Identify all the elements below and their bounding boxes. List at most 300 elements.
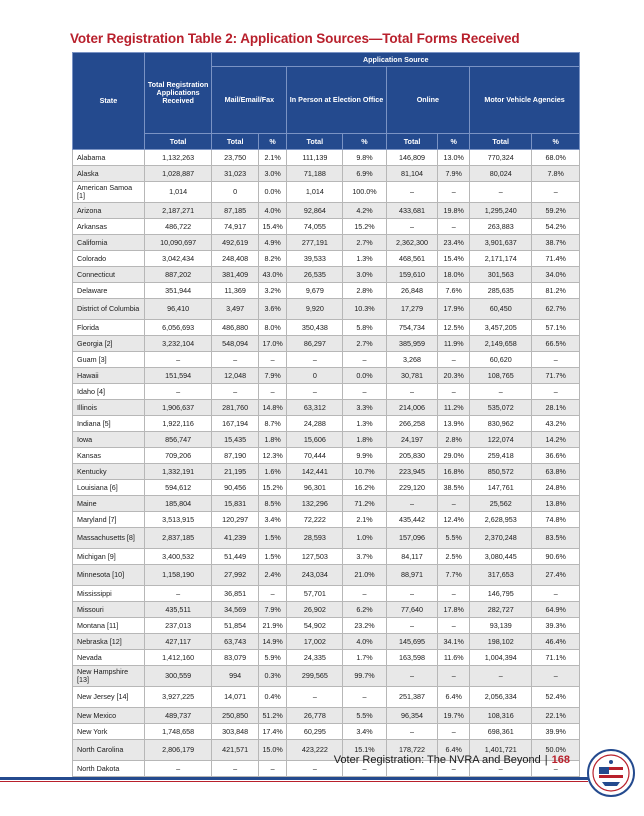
cell-mail-pct: 0.4% [258,687,287,708]
cell-online-pct: – [438,384,470,400]
cell-state: Missouri [73,602,145,618]
page-title: Voter Registration Table 2: Application Sources—Total Forms Received [70,31,520,46]
cell-mail-total: 51,854 [212,618,258,634]
cell-mail-pct: 15.2% [258,480,287,496]
cell-motor-vehicle-total: 147,761 [470,480,532,496]
cell-motor-vehicle-total: 3,080,445 [470,549,532,565]
cell-motor-vehicle-pct: 64.9% [532,602,580,618]
cell-motor-vehicle-pct: 81.2% [532,283,580,299]
cell-online-total: 157,096 [386,528,438,549]
cell-in-person-pct: 2.1% [343,512,386,528]
cell-in-person-total: 243,034 [287,565,343,586]
cell-in-person-pct: 3.4% [343,724,386,740]
cell-state: California [73,235,145,251]
cell-online-total: 205,830 [386,448,438,464]
cell-motor-vehicle-pct: 52.4% [532,687,580,708]
cell-online-total: – [386,724,438,740]
header-source-in-person: In Person at Election Office [287,67,386,134]
cell-motor-vehicle-pct: 68.0% [532,150,580,166]
cell-mail-pct: 1.5% [258,528,287,549]
cell-motor-vehicle-pct: – [532,586,580,602]
table-row [73,448,580,464]
cell-motor-vehicle-total: 830,962 [470,416,532,432]
cell-online-pct: – [438,618,470,634]
cell-state: Hawaii [73,368,145,384]
table-row [73,464,580,480]
cell-in-person-pct: 1.8% [343,432,386,448]
table-row [73,512,580,528]
cell-in-person-total: – [287,687,343,708]
cell-in-person-total: 0 [287,368,343,384]
cell-motor-vehicle-pct: 36.6% [532,448,580,464]
cell-online-total: 435,442 [386,512,438,528]
cell-mail-total: 167,194 [212,416,258,432]
cell-online-pct: 23.4% [438,235,470,251]
cell-online-total: – [386,384,438,400]
cell-in-person-total: 96,301 [287,480,343,496]
cell-motor-vehicle-total: 698,361 [470,724,532,740]
cell-motor-vehicle-total: 122,074 [470,432,532,448]
cell-in-person-total: 86,297 [287,336,343,352]
cell-online-total: 17,279 [386,299,438,320]
cell-in-person-pct: 100.0% [343,182,386,203]
cell-online-pct: – [438,219,470,235]
cell-total-apps: 709,206 [144,448,212,464]
cell-in-person-pct: 99.7% [343,666,386,687]
table-body [73,150,580,777]
cell-online-pct: 16.8% [438,464,470,480]
cell-in-person-total: 71,188 [287,166,343,182]
header-sub-total: Total [470,134,532,150]
cell-state: District of Columbia [73,299,145,320]
cell-in-person-pct: – [343,586,386,602]
cell-online-pct: – [438,761,470,777]
cell-mail-pct: 7.9% [258,368,287,384]
cell-online-pct: 11.6% [438,650,470,666]
cell-in-person-total: 423,222 [287,740,343,761]
cell-online-pct: 7.9% [438,166,470,182]
table-row [73,687,580,708]
cell-total-apps: 3,400,532 [144,549,212,565]
cell-in-person-total: 1,014 [287,182,343,203]
cell-state: North Carolina [73,740,145,761]
cell-motor-vehicle-pct: 74.8% [532,512,580,528]
cell-total-apps: 887,202 [144,267,212,283]
cell-mail-total: 0 [212,182,258,203]
cell-total-apps: – [144,352,212,368]
cell-state: North Dakota [73,761,145,777]
cell-total-apps: 10,090,697 [144,235,212,251]
cell-mail-total: 492,619 [212,235,258,251]
cell-online-pct: 15.4% [438,251,470,267]
cell-in-person-pct: 16.2% [343,480,386,496]
cell-motor-vehicle-total: 535,072 [470,400,532,416]
cell-online-pct: 6.4% [438,740,470,761]
cell-motor-vehicle-total: 108,765 [470,368,532,384]
cell-total-apps: 489,737 [144,708,212,724]
cell-state: Illinois [73,400,145,416]
cell-total-apps: 185,804 [144,496,212,512]
cell-in-person-pct: 0.0% [343,368,386,384]
header-application-source: Application Source [212,53,580,67]
cell-mail-total: 83,079 [212,650,258,666]
cell-motor-vehicle-pct: 90.6% [532,549,580,565]
cell-in-person-pct: 9.9% [343,448,386,464]
cell-state: New Hampshire [13] [73,666,145,687]
cell-online-pct: 19.8% [438,203,470,219]
header-row-sub [73,134,580,150]
cell-in-person-pct: – [343,352,386,368]
cell-motor-vehicle-total: 285,635 [470,283,532,299]
cell-online-total: 251,387 [386,687,438,708]
table-row [73,219,580,235]
cell-state: Michigan [9] [73,549,145,565]
cell-total-apps: 3,232,104 [144,336,212,352]
header-source-online: Online [386,67,469,134]
cell-state: Georgia [2] [73,336,145,352]
cell-motor-vehicle-total: 146,795 [470,586,532,602]
cell-mail-pct: 0.3% [258,666,287,687]
cell-in-person-pct: 10.3% [343,299,386,320]
cell-state: Alaska [73,166,145,182]
cell-total-apps: – [144,761,212,777]
cell-in-person-total: 127,503 [287,549,343,565]
cell-mail-total: 51,449 [212,549,258,565]
cell-state: Colorado [73,251,145,267]
cell-mail-total: 15,435 [212,432,258,448]
cell-mail-total: 87,185 [212,203,258,219]
cell-in-person-pct: 6.9% [343,166,386,182]
cell-in-person-pct: 3.7% [343,549,386,565]
cell-total-apps: 435,511 [144,602,212,618]
cell-mail-pct: 1.6% [258,464,287,480]
cell-mail-total: 63,743 [212,634,258,650]
cell-state: Kansas [73,448,145,464]
cell-online-total: – [386,496,438,512]
cell-online-total: 159,610 [386,267,438,283]
cell-mail-total: 11,369 [212,283,258,299]
cell-motor-vehicle-total: 2,171,174 [470,251,532,267]
table-row [73,549,580,565]
cell-in-person-total: 17,002 [287,634,343,650]
cell-state: Arkansas [73,219,145,235]
cell-mail-total: 248,408 [212,251,258,267]
cell-mail-total: 14,071 [212,687,258,708]
cell-mail-total: 381,409 [212,267,258,283]
cell-motor-vehicle-total: 1,401,721 [470,740,532,761]
cell-online-pct: 12.5% [438,320,470,336]
cell-state: Minnesota [10] [73,565,145,586]
cell-total-apps: 856,747 [144,432,212,448]
cell-in-person-pct: 1.3% [343,416,386,432]
cell-total-apps: 3,513,915 [144,512,212,528]
cell-mail-pct: 7.9% [258,602,287,618]
cell-mail-pct: 0.0% [258,182,287,203]
cell-in-person-total: 70,444 [287,448,343,464]
cell-mail-pct: 17.0% [258,336,287,352]
cell-online-total: 26,848 [386,283,438,299]
cell-motor-vehicle-pct: 71.4% [532,251,580,267]
cell-mail-pct: – [258,384,287,400]
cell-in-person-total: – [287,761,343,777]
cell-online-pct: 17.9% [438,299,470,320]
table-row [73,586,580,602]
cell-motor-vehicle-pct: 24.8% [532,480,580,496]
cell-total-apps: – [144,586,212,602]
cell-online-total: 145,695 [386,634,438,650]
footer-rule-red [0,781,588,782]
cell-in-person-pct: 4.0% [343,634,386,650]
cell-motor-vehicle-total: – [470,761,532,777]
cell-state: New York [73,724,145,740]
table-row [73,166,580,182]
cell-in-person-total: – [287,384,343,400]
table-row [73,368,580,384]
cell-online-pct: 38.5% [438,480,470,496]
cell-motor-vehicle-total: 1,295,240 [470,203,532,219]
cell-in-person-total: 54,902 [287,618,343,634]
table-row [73,565,580,586]
cell-motor-vehicle-pct: 83.5% [532,528,580,549]
cell-in-person-total: 39,533 [287,251,343,267]
cell-mail-pct: 5.9% [258,650,287,666]
cell-mail-total: 27,992 [212,565,258,586]
cell-total-apps: 1,412,160 [144,650,212,666]
cell-total-apps: – [144,384,212,400]
cell-motor-vehicle-pct: 28.1% [532,400,580,416]
cell-state: Indiana [5] [73,416,145,432]
table-row [73,528,580,549]
header-sub-pct: % [438,134,470,150]
cell-online-pct: 34.1% [438,634,470,650]
cell-mail-total: 994 [212,666,258,687]
cell-motor-vehicle-pct: 54.2% [532,219,580,235]
cell-online-total: 146,809 [386,150,438,166]
cell-mail-total: 15,831 [212,496,258,512]
cell-online-pct: 7.7% [438,565,470,586]
cell-in-person-pct: 3.3% [343,400,386,416]
cell-mail-total: 36,851 [212,586,258,602]
cell-in-person-pct: 2.7% [343,336,386,352]
cell-total-apps: 3,042,434 [144,251,212,267]
cell-state: Nevada [73,650,145,666]
cell-mail-pct: 8.7% [258,416,287,432]
cell-motor-vehicle-pct: 27.4% [532,565,580,586]
header-sub-pct: % [258,134,287,150]
cell-state: Iowa [73,432,145,448]
cell-in-person-pct: – [343,687,386,708]
table-row [73,724,580,740]
cell-mail-total: 12,048 [212,368,258,384]
table-row [73,432,580,448]
cell-online-total: 229,120 [386,480,438,496]
header-source-motor-vehicle: Motor Vehicle Agencies [470,67,580,134]
cell-in-person-pct: 15.2% [343,219,386,235]
cell-total-apps: 1,922,116 [144,416,212,432]
cell-total-apps: 237,013 [144,618,212,634]
cell-motor-vehicle-total: 770,324 [470,150,532,166]
cell-in-person-total: 26,902 [287,602,343,618]
header-sub-total: Total [287,134,343,150]
cell-motor-vehicle-pct: 34.0% [532,267,580,283]
cell-in-person-pct: 21.0% [343,565,386,586]
cell-online-total: – [386,182,438,203]
cell-in-person-total: 142,441 [287,464,343,480]
cell-mail-pct: 2.1% [258,150,287,166]
table-row [73,634,580,650]
cell-online-total: 3,268 [386,352,438,368]
cell-state: Delaware [73,283,145,299]
cell-online-pct: 18.0% [438,267,470,283]
cell-motor-vehicle-total: 3,901,637 [470,235,532,251]
header-sub-total: Total [386,134,438,150]
table-row [73,480,580,496]
cell-in-person-total: 28,593 [287,528,343,549]
cell-online-pct: 13.0% [438,150,470,166]
cell-online-total: – [386,219,438,235]
cell-mail-pct: – [258,352,287,368]
cell-mail-pct: 15.0% [258,740,287,761]
cell-online-pct: – [438,666,470,687]
cell-mail-pct: 3.0% [258,166,287,182]
cell-mail-pct: 3.2% [258,283,287,299]
cell-total-apps: 1,014 [144,182,212,203]
table-row [73,150,580,166]
page-number: 168 [551,754,570,766]
cell-online-total: 433,681 [386,203,438,219]
cell-mail-pct: 8.5% [258,496,287,512]
cell-mail-pct: 4.9% [258,235,287,251]
cell-in-person-total: 132,296 [287,496,343,512]
cell-mail-pct: 43.0% [258,267,287,283]
cell-online-total: 223,945 [386,464,438,480]
header-total-apps: Total Registration Applications Received [144,53,212,134]
cell-in-person-pct: – [343,761,386,777]
cell-mail-total: – [212,761,258,777]
cell-mail-pct: 14.8% [258,400,287,416]
cell-online-total: – [386,618,438,634]
cell-in-person-total: 9,679 [287,283,343,299]
cell-state: Florida [73,320,145,336]
cell-in-person-pct: 6.2% [343,602,386,618]
header-state: State [73,53,145,150]
cell-motor-vehicle-pct: – [532,352,580,368]
cell-online-pct: 13.9% [438,416,470,432]
cell-online-total: 754,734 [386,320,438,336]
cell-online-total: 178,722 [386,740,438,761]
cell-total-apps: 1,132,263 [144,150,212,166]
cell-state: Massachusetts [8] [73,528,145,549]
cell-motor-vehicle-total: 60,620 [470,352,532,368]
cell-mail-pct: 51.2% [258,708,287,724]
page-footer [334,754,570,766]
cell-motor-vehicle-pct: 63.8% [532,464,580,480]
cell-in-person-total: 350,438 [287,320,343,336]
cell-motor-vehicle-total: – [470,182,532,203]
cell-mail-pct: 12.3% [258,448,287,464]
cell-total-apps: 2,187,271 [144,203,212,219]
cell-in-person-total: 24,288 [287,416,343,432]
cell-online-total: 84,117 [386,549,438,565]
cell-motor-vehicle-pct: 13.8% [532,496,580,512]
cell-online-pct: 2.8% [438,432,470,448]
cell-motor-vehicle-total: 2,370,248 [470,528,532,549]
cell-online-pct: 12.4% [438,512,470,528]
table-row [73,235,580,251]
table-row [73,320,580,336]
cell-in-person-pct: 3.0% [343,267,386,283]
table-row [73,299,580,320]
cell-online-total: 468,561 [386,251,438,267]
cell-mail-total: 41,239 [212,528,258,549]
cell-in-person-pct: 10.7% [343,464,386,480]
table-row [73,602,580,618]
table-row [73,384,580,400]
cell-in-person-pct: 1.0% [343,528,386,549]
cell-motor-vehicle-total: 317,653 [470,565,532,586]
cell-online-total: 2,362,300 [386,235,438,251]
cell-state: New Jersey [14] [73,687,145,708]
cell-mail-total: – [212,384,258,400]
cell-in-person-total: 299,565 [287,666,343,687]
cell-total-apps: 300,559 [144,666,212,687]
cell-mail-pct: 14.9% [258,634,287,650]
cell-state: Guam [3] [73,352,145,368]
cell-state: New Mexico [73,708,145,724]
cell-motor-vehicle-total: – [470,666,532,687]
cell-motor-vehicle-pct: 39.3% [532,618,580,634]
table-row [73,283,580,299]
cell-in-person-pct: 23.2% [343,618,386,634]
cell-online-total: 88,971 [386,565,438,586]
cell-mail-total: 3,497 [212,299,258,320]
cell-mail-total: 90,456 [212,480,258,496]
header-sub-pct: % [532,134,580,150]
cell-in-person-total: 60,295 [287,724,343,740]
cell-online-pct: 6.4% [438,687,470,708]
table-row [73,182,580,203]
cell-mail-total: 548,094 [212,336,258,352]
cell-mail-total: 303,848 [212,724,258,740]
cell-mail-pct: 3.4% [258,512,287,528]
cell-motor-vehicle-total: 259,418 [470,448,532,464]
cell-motor-vehicle-pct: 14.2% [532,432,580,448]
cell-in-person-total: – [287,352,343,368]
cell-motor-vehicle-total: 25,562 [470,496,532,512]
table-row [73,618,580,634]
cell-in-person-total: 26,535 [287,267,343,283]
cell-motor-vehicle-total: 2,628,953 [470,512,532,528]
eac-seal-icon [586,748,636,798]
cell-total-apps: 1,332,191 [144,464,212,480]
cell-motor-vehicle-pct: 50.0% [532,740,580,761]
cell-motor-vehicle-total: – [470,384,532,400]
cell-state: Arizona [73,203,145,219]
cell-online-total: – [386,586,438,602]
header-sub-total: Total [212,134,258,150]
cell-mail-total: 421,571 [212,740,258,761]
cell-motor-vehicle-total: 93,139 [470,618,532,634]
cell-motor-vehicle-pct: – [532,384,580,400]
cell-motor-vehicle-total: 282,727 [470,602,532,618]
cell-motor-vehicle-total: 198,102 [470,634,532,650]
cell-state: Maine [73,496,145,512]
cell-online-total: 385,959 [386,336,438,352]
cell-motor-vehicle-total: 3,457,205 [470,320,532,336]
cell-in-person-pct: 5.8% [343,320,386,336]
cell-in-person-pct: 1.3% [343,251,386,267]
cell-online-pct: – [438,182,470,203]
